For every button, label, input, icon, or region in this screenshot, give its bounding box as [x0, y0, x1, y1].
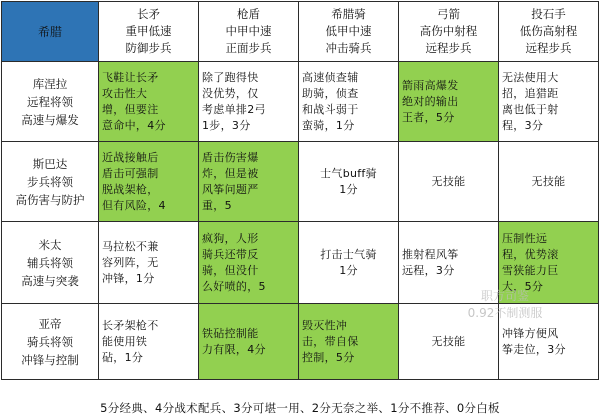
watermark [430, 288, 580, 322]
cell-text-line: 高伤害与防护 [15, 192, 85, 207]
cell-text-line: 力有限，4分 [202, 342, 266, 356]
cell-text-line: 和战斗弱于 [302, 102, 359, 116]
rating-cell [299, 222, 399, 304]
cell-text-line: 1分 [339, 182, 358, 196]
cell-text-line: 辅兵将领 [27, 255, 73, 270]
cell-text-line: 冲锋与控制 [21, 352, 79, 367]
cell-text-line: 无技能 [431, 174, 466, 188]
watermark-line: 0.92不制测服 [467, 306, 543, 320]
comparison-table [1, 1, 599, 380]
cell-text-line: 步兵将领 [27, 174, 73, 189]
rating-cell [299, 142, 399, 222]
cell-text-line: 士气buff骑 [320, 166, 377, 180]
cell-text-line: 飞鞋让长矛 [102, 70, 159, 84]
rating-cell [199, 142, 299, 222]
cell-text-line: 长矛 [137, 7, 160, 21]
rating-cell [199, 304, 299, 380]
cell-text-line: 砧，1分 [102, 350, 144, 364]
cell-text-line: 考虑单排2弓 [202, 102, 266, 116]
cell-text-line: 推射程风筝 [402, 247, 459, 261]
cell-text-line: 1步，3分 [202, 118, 251, 132]
cell-text-line: 重甲低速 [125, 24, 172, 38]
cell-text-line: 蛮骑，1分 [302, 118, 355, 132]
cell-text-line: 铁砧控制能 [202, 326, 259, 340]
cell-text-line: 近战接触后 [102, 150, 159, 164]
cell-text-line: 攻击性大 [102, 86, 148, 100]
cell-text-line: 远程将领 [27, 94, 73, 109]
cell-text-line: 防御步兵 [125, 41, 172, 55]
row-header-cell [2, 304, 99, 380]
cell-text-line: 但有风险，4 [102, 198, 166, 212]
cell-text-line: 低甲中速 [325, 24, 372, 38]
column-header-cell [199, 2, 299, 62]
cell-text-line: 骑兵将领 [27, 334, 73, 349]
cell-text-line: 王者，5分 [402, 110, 455, 124]
column-header-cell [299, 2, 399, 62]
cell-text-line: 低伤高射程 [519, 24, 578, 38]
cell-text-line: 无技能 [431, 334, 466, 348]
cell-text-line: 冲锋方便风 [502, 326, 559, 340]
rating-cell [99, 304, 199, 380]
cell-text-line: 增，但要注 [102, 102, 159, 116]
cell-text-line: 米太 [38, 237, 62, 252]
cell-text-line: 压制性远 [502, 231, 548, 245]
column-header-cell [499, 2, 599, 62]
cell-text-line: 除了跑得快 [202, 70, 259, 84]
cell-text-line: 冲锋，1分 [102, 271, 155, 285]
cell-text-line: 打击士气骑 [320, 247, 377, 261]
cell-text-line: 控制，5分 [302, 350, 355, 364]
column-header-cell [99, 2, 199, 62]
cell-text-line: 大，5分 [502, 279, 544, 293]
cell-text-line: 程，3分 [502, 118, 544, 132]
table-header-row [2, 2, 599, 62]
cell-text-line: 盾击伤害爆 [202, 150, 259, 164]
cell-text-line: 离也低于射 [502, 102, 559, 116]
cell-text-line: 盾击可强制 [102, 166, 159, 180]
cell-text-line: 骑，但没什 [202, 263, 259, 277]
cell-text-line: 程，优势滚 [502, 247, 559, 261]
rating-cell [399, 142, 499, 222]
cell-text-line: 高速与突袭 [21, 273, 79, 288]
cell-text-line: 毁灭性冲 [302, 318, 348, 332]
cell-text-line: 投石手 [531, 7, 566, 21]
cell-text-line: 疯狗，人形 [202, 231, 259, 245]
cell-text-line: 库涅拉 [32, 76, 68, 91]
rating-cell [99, 222, 199, 304]
cell-text-line: 筝走位，3分 [502, 342, 566, 356]
row-header-cell [2, 62, 99, 142]
cell-text-line: 冲击骑兵 [325, 41, 372, 55]
cell-text-line: 正面步兵 [225, 41, 272, 55]
cell-text-line: 亚帝 [38, 316, 62, 331]
cell-text-line: 枪盾 [237, 7, 260, 21]
cell-text-line: 炸，但是被 [202, 166, 259, 180]
cell-text-line: 脱战架枪， [102, 182, 159, 196]
cell-text-line: 没优势，仅 [202, 86, 259, 100]
cell-text-line: 风筝问题严 [202, 182, 259, 196]
cell-text-line: 击，带自保 [302, 334, 359, 348]
table-row [2, 62, 599, 142]
cell-text-line: 中甲中速 [225, 24, 272, 38]
cell-text-line: 长矛架枪不 [102, 318, 159, 332]
rating-cell [199, 222, 299, 304]
cell-text-line: 远程步兵 [525, 41, 572, 55]
rating-cell [99, 62, 199, 142]
rating-cell [499, 62, 599, 142]
cell-text-line: 斯巴达 [32, 156, 68, 171]
cell-text-line: 希腊骑 [331, 7, 366, 21]
cell-text-line: 骑兵还带反 [202, 247, 259, 261]
cell-text-line: 绝对的输出 [402, 94, 459, 108]
cell-text-line: 容列阵，无 [102, 255, 159, 269]
cell-text-line: 高速侦查辅 [302, 70, 359, 84]
cell-text-line: 雪狭能力巨 [502, 263, 559, 277]
cell-text-line: 能使用铁 [102, 334, 148, 348]
cell-text-line: 马拉松不兼 [102, 239, 159, 253]
cell-text-line: 意命中，4分 [102, 118, 166, 132]
cell-text-line: 远程，3分 [402, 263, 455, 277]
column-header-cell [399, 2, 499, 62]
corner-cell: 希腊 [2, 2, 99, 62]
cell-text-line: 招，追猎距 [502, 86, 559, 100]
row-header-cell [2, 142, 99, 222]
cell-text-line: 无技能 [531, 174, 566, 188]
table-row [2, 142, 599, 222]
rating-cell [299, 304, 399, 380]
score-legend-footer: 5分经典、4分战术配兵、3分可堪一用、2分无奈之举、1分不推荐、0分白板 [100, 401, 500, 415]
cell-text-line: 1分 [339, 263, 358, 277]
cell-text-line: 高速与爆发 [21, 112, 79, 127]
cell-text-line: 无法使用大 [502, 70, 559, 84]
cell-text-line: 么好喷的，5 [202, 279, 266, 293]
rating-cell [199, 62, 299, 142]
watermark-line: 职方司鉴 [480, 289, 529, 303]
cell-text-line: 助骑，侦查 [302, 86, 359, 100]
rating-cell [99, 142, 199, 222]
rating-cell [299, 62, 399, 142]
rating-cell [399, 62, 499, 142]
cell-text-line: 箭雨高爆发 [402, 78, 459, 92]
cell-text-line: 重，5 [202, 198, 232, 212]
cell-text-line: 高伤中射程 [419, 24, 478, 38]
cell-text-line: 弓箭 [437, 7, 460, 21]
row-header-cell [2, 222, 99, 304]
rating-cell [499, 142, 599, 222]
cell-text-line: 远程步兵 [425, 41, 472, 55]
